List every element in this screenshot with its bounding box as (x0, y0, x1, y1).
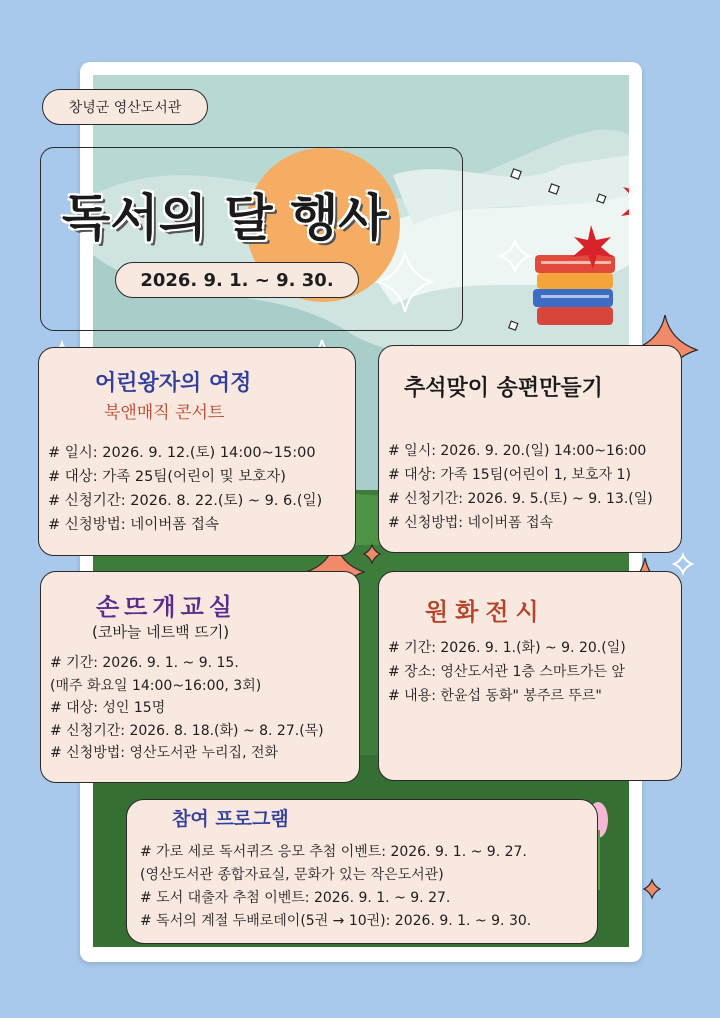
detail-line: # 신청기간: 2026. 8. 22.(토) ~ 9. 6.(일) (48, 493, 323, 509)
detail-line: # 기간: 2026. 9. 1.(화) ~ 9. 20.(일) (388, 640, 626, 656)
event-title-exhibition: 원화전시 (425, 598, 546, 626)
library-tag-text: 창녕군 영산도서관 (68, 100, 182, 116)
event-subtitle-knitting: (코바늘 네트백 뜨기) (92, 623, 230, 641)
event-title-knitting: 손뜨개교실 (96, 593, 237, 621)
period-badge (115, 262, 359, 298)
detail-line: # 일시: 2026. 9. 20.(일) 14:00~16:00 (388, 443, 647, 459)
detail-line: # 신청방법: 네이버폼 접속 (48, 517, 219, 533)
event-subtitle-concert: 북앤매직 콘서트 (104, 403, 225, 423)
program-details (140, 841, 531, 933)
program-title: 참여 프로그램 (172, 808, 289, 830)
detail-line: # 대상: 가족 15팀(어린이 1, 보호자 1) (388, 467, 631, 483)
library-tag (42, 89, 208, 125)
detail-line: # 독서의 계절 두배로데이(5권 → 10권): 2026. 9. 1. ~ 9. 30. (140, 913, 532, 929)
detail-line: # 기간: 2026. 9. 1. ~ 9. 15. (50, 655, 239, 671)
detail-line: # 내용: 한윤섭 동화" 봉주르 뚜르" (388, 688, 602, 704)
detail-line: # 일시: 2026. 9. 12.(토) 14:00~15:00 (48, 445, 316, 461)
detail-line: # 대상: 가족 25팀(어린이 및 보호자) (48, 469, 286, 485)
event-details-songpyeon (388, 439, 653, 535)
detail-line: # 신청기간: 2026. 9. 5.(토) ~ 9. 13.(일) (388, 491, 653, 507)
detail-line: # 신청방법: 영산도서관 누리집, 전화 (50, 745, 279, 761)
detail-line: (매주 화요일 14:00~16:00, 3회) (50, 677, 262, 694)
period-text: 2026. 9. 1. ~ 9. 30. (140, 269, 334, 291)
detail-line: # 장소: 영산도서관 1층 스마트가든 앞 (388, 664, 625, 680)
detail-line: # 가로 세로 독서퀴즈 응모 추첨 이벤트: 2026. 9. 1. ~ 9. 27. (140, 844, 527, 860)
detail-line: # 신청방법: 네이버폼 접속 (388, 515, 554, 531)
detail-line: # 대상: 성인 15명 (50, 700, 166, 716)
detail-line: # 신청기간: 2026. 8. 18.(화) ~ 8. 27.(목) (50, 722, 324, 739)
detail-line: (영산도서관 종합자료실, 문화가 있는 작은도서관) (140, 867, 444, 883)
event-details-concert (48, 441, 322, 537)
main-title: 독서의 달 행사 (62, 189, 387, 247)
event-details-knitting (50, 652, 324, 765)
event-details-exhibition (388, 636, 626, 708)
event-title-concert: 어린왕자의 여정 (95, 371, 252, 396)
event-title-songpyeon: 추석맞이 송편만들기 (404, 376, 603, 401)
detail-line: # 도서 대출자 추첨 이벤트: 2026. 9. 1. ~ 9. 27. (140, 890, 451, 906)
